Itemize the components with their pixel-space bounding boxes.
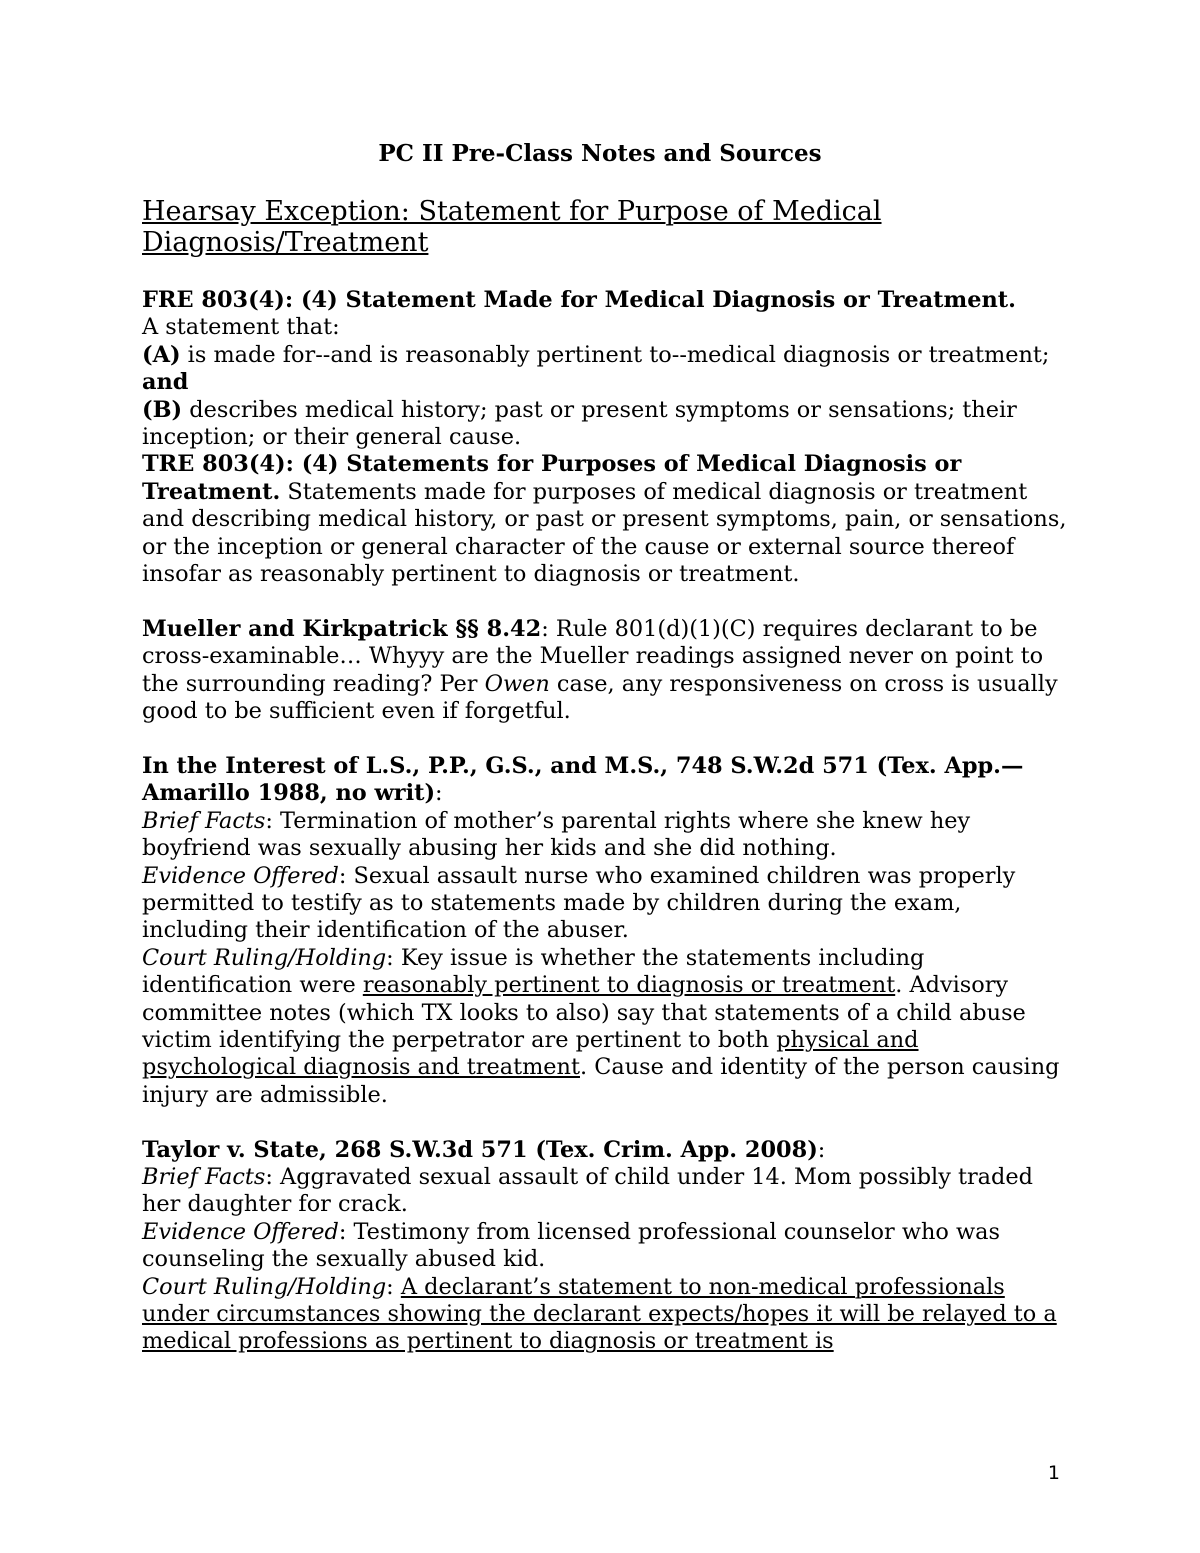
- mueller-label: Mueller and Kirkpatrick §§ 8.42: [142, 615, 542, 642]
- case-ls-citation: In the Interest of L.S., P.P., G.S., and M.S., 748 S.W.2d 571 (Tex. App.—Amarillo 1988, no writ):: [142, 752, 1024, 807]
- paragraph-gap: [142, 725, 1072, 752]
- fre-rule-heading: FRE 803(4): (4) Statement Made for Medical Diagnosis or Treatment.: [142, 287, 1016, 313]
- owen-case-name: Owen: [484, 670, 550, 697]
- case-taylor-evidence: Evidence Offered: Testimony from licensed professional counselor who was counseling the sexually abused kid.: [142, 1218, 1001, 1273]
- case-ls-facts: Brief Facts: Termination of mother’s parental rights where she knew hey boyfriend was sexually abusing her kids and she did nothing.: [142, 807, 971, 862]
- tre-label: TRE 803(4): [142, 451, 286, 478]
- fre-label: FRE 803(4): [142, 287, 285, 313]
- page-number: 1: [1047, 1462, 1060, 1484]
- paragraph-gap: [142, 588, 1072, 615]
- document-body: [142, 287, 1072, 1356]
- section-heading: Hearsay Exception: Statement for Purpose of Medical Diagnosis/Treatment: [142, 196, 882, 258]
- fre-clause-b: (B) describes medical history; past or present symptoms or sensations; their inception; or their general cause.: [142, 396, 1017, 451]
- fre-intro: A statement that:: [142, 314, 340, 341]
- document-title: PC II Pre-Class Notes and Sources: [378, 140, 822, 167]
- tre-rule-title: (4) Statements for Purposes of Medical Diagnosis or Treatment.: [142, 451, 962, 505]
- mueller-note: Mueller and Kirkpatrick §§ 8.42: Rule 801(d)(1)(C) requires declarant to be cross-examinable… Whyyy are the Mueller readings assigned never on point to the surrounding reading? Per Owen case, any responsiveness on cross is usually good to be sufficient even if forgetful.: [142, 615, 1058, 725]
- tre-rule-text: Statements made for purposes of medical diagnosis or treatment and describing medical history, or past or present symptoms, pain, or sensations, or the inception or general character of the cause or external source thereof insofar as reasonably pertinent to diagnosis or treatment.: [142, 478, 1067, 588]
- fre-rule-title: (4) Statement Made for Medical Diagnosis or Treatment.: [300, 287, 1016, 313]
- case-ls-ruling: Court Ruling/Holding: Key issue is whether the statements including identification were reasonably pertinent to diagnosis or treatment. Advisory committee notes (which TX looks to also) say that statements of a child abuse victim identifying the perpetrator are pertinent to both physical and psychological diagnosis and treatment. Cause and identity of the person causing injury are admissible.: [142, 944, 1060, 1108]
- case-ls-evidence: Evidence Offered: Sexual assault nurse who examined children was properly permitted to testify as to statements made by children during the exam, including their identification of the abuser.: [142, 862, 1016, 944]
- fre-clause-a: (A) is made for--and is reasonably pertinent to--medical diagnosis or treatment; and: [142, 341, 1050, 396]
- tre-rule: TRE 803(4): (4) Statements for Purposes of Medical Diagnosis or Treatment. Statements made for purposes of medical diagnosis or treatment and describing medical history, or past or present symptoms, pain, or sensations, or the inception or general character of the cause or external source thereof insofar as reasonably pertinent to diagnosis or treatment.: [142, 451, 1067, 588]
- paragraph-gap: [142, 1109, 1072, 1136]
- case-taylor-facts: Brief Facts: Aggravated sexual assault of child under 14. Mom possibly traded her daughter for crack.: [142, 1163, 1033, 1218]
- case-taylor-citation: Taylor v. State, 268 S.W.3d 571 (Tex. Crim. App. 2008):: [142, 1136, 826, 1163]
- case-taylor-ruling: Court Ruling/Holding: A declarant’s statement to non-medical professionals under circumstances showing the declarant expects/hopes it will be relayed to a medical professions as pertinent to diagnosis or treatment is: [142, 1273, 1057, 1355]
